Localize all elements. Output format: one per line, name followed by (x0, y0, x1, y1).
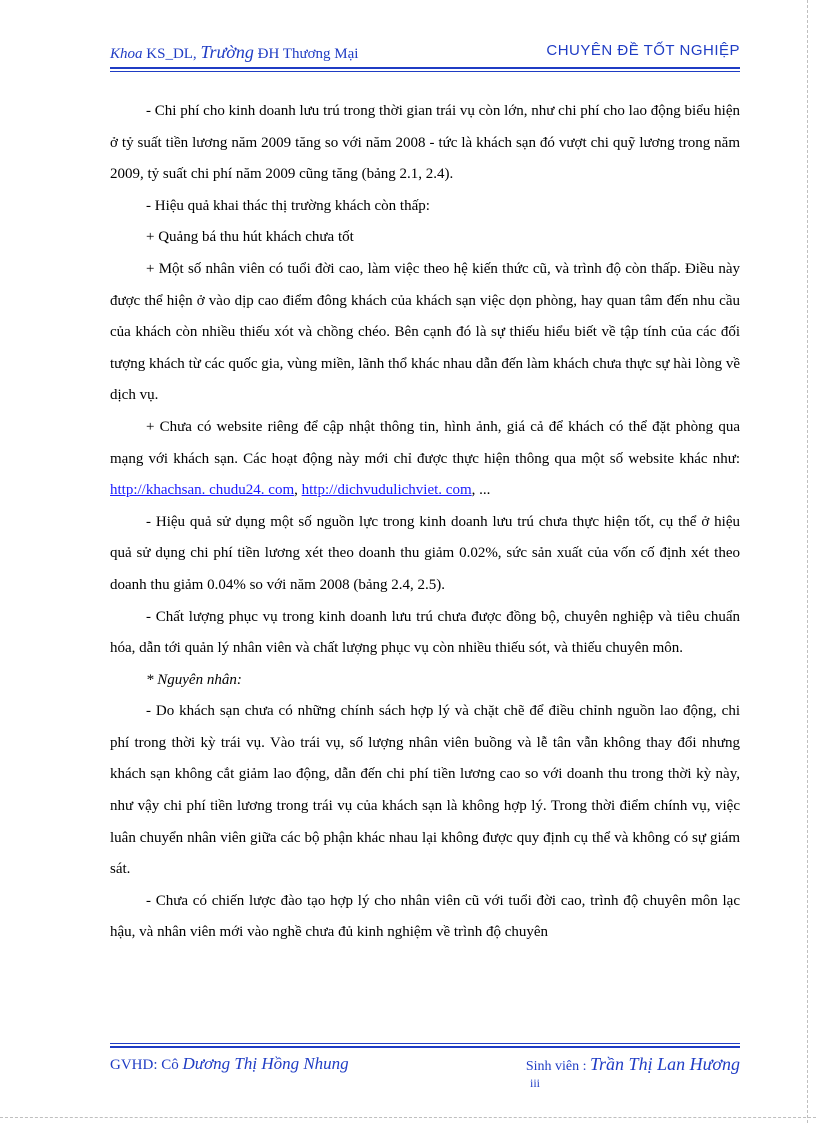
website-text-end: , ... (471, 482, 491, 499)
paragraph-training: - Chưa có chiến lược đào tạo hợp lý cho nhân viên cũ với tuổi đời cao, trình độ chuyên môn lạc hậu, và nhân viên mới vào nghề chưa đủ kinh nghiệm về trình độ chuyên (110, 892, 740, 941)
supervisor-label: GVHD: Cô (110, 1057, 179, 1073)
paragraph-staff: + Một số nhân viên có tuổi đời cao, làm việc theo hệ kiến thức cũ, và trình độ còn thấp. Điều này được thể hiện ở vào dịp cao điểm đông khách của khách sạn việc dọn phòng, hay quan tâm đến nhu cầu của khách còn nhiều thiếu xót và chồng chéo. Bên cạnh đó là sự thiếu hiểu biết về tập tính của các đối tượng khách từ các quốc gia, vùng miền, lãnh thổ khác nhau dẫn đến làm khách chưa thực sự hài lòng về dịch vụ. (110, 260, 740, 404)
website-text: + Chưa có website riêng để cập nhật thông tin, hình ảnh, giá cả để khách có thể đặt phòng qua mạng với khách sạn. Các hoạt động này mới chỉ được thực hiện thông qua một số website khác như: (110, 418, 740, 467)
header-title: CHUYÊN ĐỀ TỐT NGHIỆP (546, 42, 740, 59)
header-faculty-prefix: Khoa (110, 46, 143, 62)
footer-rule-thick (110, 1046, 740, 1048)
page-edge-bottom (0, 1117, 816, 1118)
paragraph-advertising: + Quảng bá thu hút khách chưa tốt (146, 229, 354, 246)
student-label: Sinh viên : (525, 1059, 587, 1074)
header-rule-thin (110, 71, 740, 72)
footer-supervisor (110, 1054, 349, 1074)
header-rule-thick (110, 67, 740, 69)
header-faculty-dept: KS_DL, (146, 46, 197, 62)
footer-rule-thin (110, 1043, 740, 1044)
link-dichvudulichviet[interactable]: http://dichvudulichviet. com (301, 482, 472, 499)
cause-heading: * Nguyên nhân: (146, 671, 242, 688)
paragraph-market: - Hiệu quả khai thác thị trường khách còn thấp: (146, 197, 430, 214)
supervisor-name: Dương Thị Hồng Nhung (182, 1054, 349, 1073)
header-school-name: ĐH Thương Mại (257, 46, 359, 62)
header-faculty (110, 42, 358, 63)
paragraph-quality: - Chất lượng phục vụ trong kinh doanh lưu trú chưa được đồng bộ, chuyên nghiệp và tiêu chuẩn hóa, dẫn tới quản lý nhân viên và chất lượng phục vụ còn nhiều thiếu sót, và thiếu chuyên môn. (110, 608, 740, 657)
footer-student (526, 1054, 740, 1075)
page-number: iii (529, 1076, 540, 1090)
page-header (110, 40, 740, 66)
paragraph-cost: - Chi phí cho kinh doanh lưu trú trong thời gian trái vụ còn lớn, như chi phí cho lao động biểu hiện ở tỷ suất tiền lương năm 2009 tăng so với năm 2008 - tức là khách sạn đó vượt chi quỹ lương trong năm 2009, tỷ suất chi phí năm 2009 cũng tăng (bảng 2.1, 2.4). (110, 103, 740, 183)
paragraph-policy: - Do khách sạn chưa có những chính sách hợp lý và chặt chẽ để điều chỉnh nguồn lao động, chi phí trong thời kỳ trái vụ. Vào trái vụ, số lượng nhân viên buồng và lễ tân vẫn không thay đổi nhưng khách sạn không cắt giảm lao động, dẫn đến chi phí tiền lương cao so với doanh thu trong thời kỳ này, như vậy chi phí tiền lương trong trái vụ của khách sạn là không hợp lý. Trong thời điểm chính vụ, việc luân chuyển nhân viên giữa các bộ phận khác nhau lại không được quy định cụ thể và không có sự giám sát. (110, 703, 740, 878)
document-body (110, 96, 740, 949)
link-separator: , (294, 482, 302, 499)
paragraph-resources: - Hiệu quả sử dụng một số nguồn lực trong kinh doanh lưu trú chưa thực hiện tốt, cụ thể ở hiệu quả sử dụng chi phí tiền lương xét theo doanh thu giảm 0.02%, sức sản xuất của vốn cố định xét theo doanh thu giảm 0.04% so với năm 2008 (bảng 2.4, 2.5). (110, 513, 740, 593)
paragraph-website (110, 412, 740, 507)
page-footer (110, 1050, 740, 1094)
link-khachsan[interactable]: http://khachsan. chudu24. com (110, 482, 295, 499)
student-name: Trần Thị Lan Hương (590, 1054, 740, 1074)
header-school-script: Trường (200, 42, 254, 62)
page-edge-right (807, 0, 808, 1123)
